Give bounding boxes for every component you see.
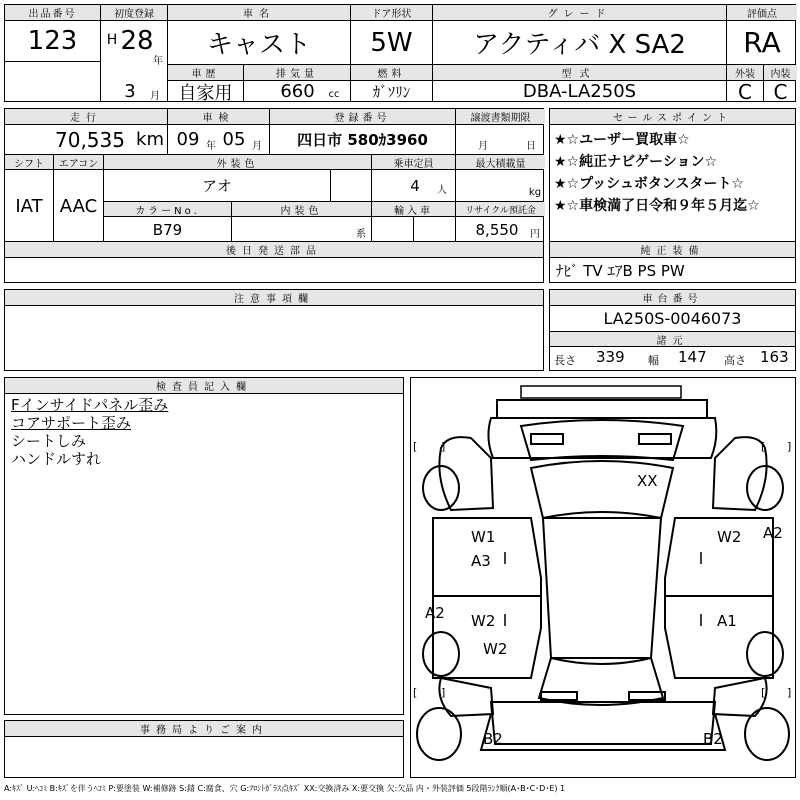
notes-section <box>4 289 544 371</box>
inspector-note: Fインサイドパネル歪み <box>11 396 169 414</box>
damage-mark: A2 <box>425 604 445 622</box>
int-color-unit: 系 <box>356 228 366 240</box>
grade: アクティバ X SA2 <box>473 30 686 60</box>
damage-mark: W2 <box>471 612 496 630</box>
chassis-label: 車台番号 <box>550 290 795 305</box>
inspection-year: 09 <box>176 129 200 150</box>
color: アオ <box>202 177 232 195</box>
chassis-section <box>549 289 796 371</box>
ac-label: エアコン <box>54 155 103 169</box>
door-type: 5W <box>370 27 413 58</box>
inspector-note: ハンドルすれ <box>11 450 102 468</box>
first-reg-year: 28 <box>120 26 154 56</box>
car-outline-diagram <box>411 378 795 777</box>
recycle-fee: 8,550 <box>475 220 519 239</box>
damage-mark: W2 <box>483 640 508 658</box>
svg-text:[: [ <box>761 440 766 453</box>
inspector-note: コアサポート歪み <box>11 414 132 432</box>
displacement: 660 <box>280 81 315 102</box>
ac: AAC <box>59 195 98 217</box>
displacement-unit: cc <box>328 88 340 100</box>
fuel: ｶﾞｿﾘﾝ <box>372 83 411 101</box>
width-value: 147 <box>678 348 707 366</box>
office-section <box>4 720 404 778</box>
capacity: 4 <box>410 176 420 195</box>
svg-text:]: ] <box>787 686 792 699</box>
top-section <box>4 4 796 102</box>
mileage: 70,535 <box>55 127 125 152</box>
plate-label: 登録番号 <box>270 109 455 124</box>
color-no: B79 <box>152 220 183 239</box>
year-unit: 年 <box>153 55 163 67</box>
sales-point: ★☆ユーザー買取車☆ <box>554 132 690 148</box>
car-name: キャスト <box>206 30 311 60</box>
inspector-section <box>4 377 404 715</box>
shift-label: シフト <box>5 155 53 169</box>
ext-grade: C <box>738 79 752 104</box>
inspector-notes <box>11 396 168 468</box>
damage-mark: XX <box>637 472 658 490</box>
damage-mark: A2 <box>763 524 783 542</box>
damage-mark: B2 <box>703 730 723 748</box>
inspection-year-unit: 年 <box>206 140 216 152</box>
shift: IAT <box>15 195 43 217</box>
damage-mark: B2 <box>483 730 503 748</box>
int-label: 内装 <box>764 65 797 80</box>
mileage-unit: km <box>136 129 164 150</box>
model-label: 型式 <box>433 65 726 80</box>
first-reg-label: 初度登録 <box>101 5 167 20</box>
sales-points-list <box>554 129 760 217</box>
load-unit: kg <box>528 186 542 198</box>
int-color-label: 内装色 <box>232 202 371 216</box>
plate-number: 四日市 580ｶ3960 <box>297 131 428 149</box>
era: H <box>106 32 118 48</box>
legend: A:ｷｽﾞ U:ﾍｺﾐ B:ｷｽﾞを伴うﾍｺﾐ P:要塗装 W:補修跡 S:錆 C:腐食、穴 G:ﾌﾛﾝﾄｶﾞﾗｽ点ｷｽﾞ XX:交換済み X:要交換 欠:欠品 内・外装評価 5段階ﾗﾝｸ順(A･B･C･D･E) 1 <box>4 784 566 793</box>
height-label: 高さ <box>724 354 746 367</box>
inspector-label: 検査員記入欄 <box>5 378 403 393</box>
score-label: 評価点 <box>727 5 797 20</box>
svg-text:[: [ <box>413 686 418 699</box>
height-value: 163 <box>760 348 789 366</box>
inspection-month-unit: 月 <box>252 140 262 152</box>
recycle-unit: 円 <box>530 228 540 240</box>
inspection-label: 車検 <box>168 109 269 124</box>
score: RA <box>743 26 781 59</box>
history-label: 車歴 <box>168 65 243 80</box>
history: 自家用 <box>178 82 233 104</box>
sales-point: ★☆純正ナビゲーション☆ <box>554 154 718 170</box>
damage-mark: W1 <box>471 528 496 546</box>
capacity-unit: 人 <box>437 184 447 196</box>
grade-label: グレード <box>433 5 726 20</box>
load-label: 最大積載量 <box>456 155 545 169</box>
svg-text:]: ] <box>441 440 446 453</box>
equipment-value: ﾅﾋﾞ TV ｴｱB PS PW <box>556 262 685 280</box>
sales-points-section <box>549 108 796 242</box>
ext-label: 外装 <box>727 65 763 80</box>
damage-mark: A3 <box>471 552 491 570</box>
recycle-label: リサイクル預託金 <box>456 202 545 216</box>
equipment-section <box>549 241 796 283</box>
month-unit: 月 <box>150 90 160 102</box>
car-name-label: 車名 <box>168 5 350 20</box>
sales-points-label: セールスポイント <box>550 109 795 124</box>
first-reg-month: 3 <box>124 81 136 102</box>
chassis-number: LA250S-0046073 <box>603 309 742 328</box>
damage-mark: W2 <box>717 528 742 546</box>
later-parts-label: 後日発送部品 <box>5 242 543 257</box>
damage-mark: A1 <box>717 612 737 630</box>
office-label: 事務局よりご案内 <box>5 721 403 736</box>
inspector-note: シートしみ <box>11 432 87 450</box>
transfer-month-unit: 月 <box>478 140 488 152</box>
svg-text:[: [ <box>761 686 766 699</box>
sales-point: ★☆プッシュボタンスタート☆ <box>554 176 744 192</box>
length-value: 339 <box>596 348 625 366</box>
notes-label: 注意事項欄 <box>5 290 543 305</box>
length-label: 長さ <box>554 354 576 367</box>
svg-text:]: ] <box>441 686 446 699</box>
door-label: ドア形状 <box>351 5 432 20</box>
vehicle-details <box>4 108 544 242</box>
inspection-month: 05 <box>222 129 246 150</box>
later-parts-section <box>4 241 544 283</box>
lot-no-label: 出品番号 <box>5 5 100 20</box>
import-label: 輸入車 <box>372 202 455 216</box>
mileage-label: 走行 <box>5 109 167 124</box>
fuel-label: 燃料 <box>351 65 432 80</box>
width-label: 幅 <box>648 354 659 367</box>
int-grade: C <box>773 79 788 104</box>
svg-text:[: [ <box>413 440 418 453</box>
sales-point: ★☆車検満了日令和９年５月迄☆ <box>554 198 760 214</box>
model: DBA-LA250S <box>522 81 637 102</box>
color-no-label: カラーNo. <box>104 202 231 216</box>
dims-label: 諸元 <box>550 332 795 346</box>
capacity-label: 乗車定員 <box>372 155 455 169</box>
svg-text:]: ] <box>787 440 792 453</box>
equipment-label: 純正装備 <box>550 242 795 257</box>
color-label: 外装色 <box>104 155 371 169</box>
transfer-label: 譲渡書類期限 <box>456 109 545 124</box>
damage-diagram <box>410 377 796 778</box>
transfer-day-unit: 日 <box>526 140 536 152</box>
displacement-label: 排気量 <box>244 65 350 80</box>
lot-no: 123 <box>27 26 78 56</box>
